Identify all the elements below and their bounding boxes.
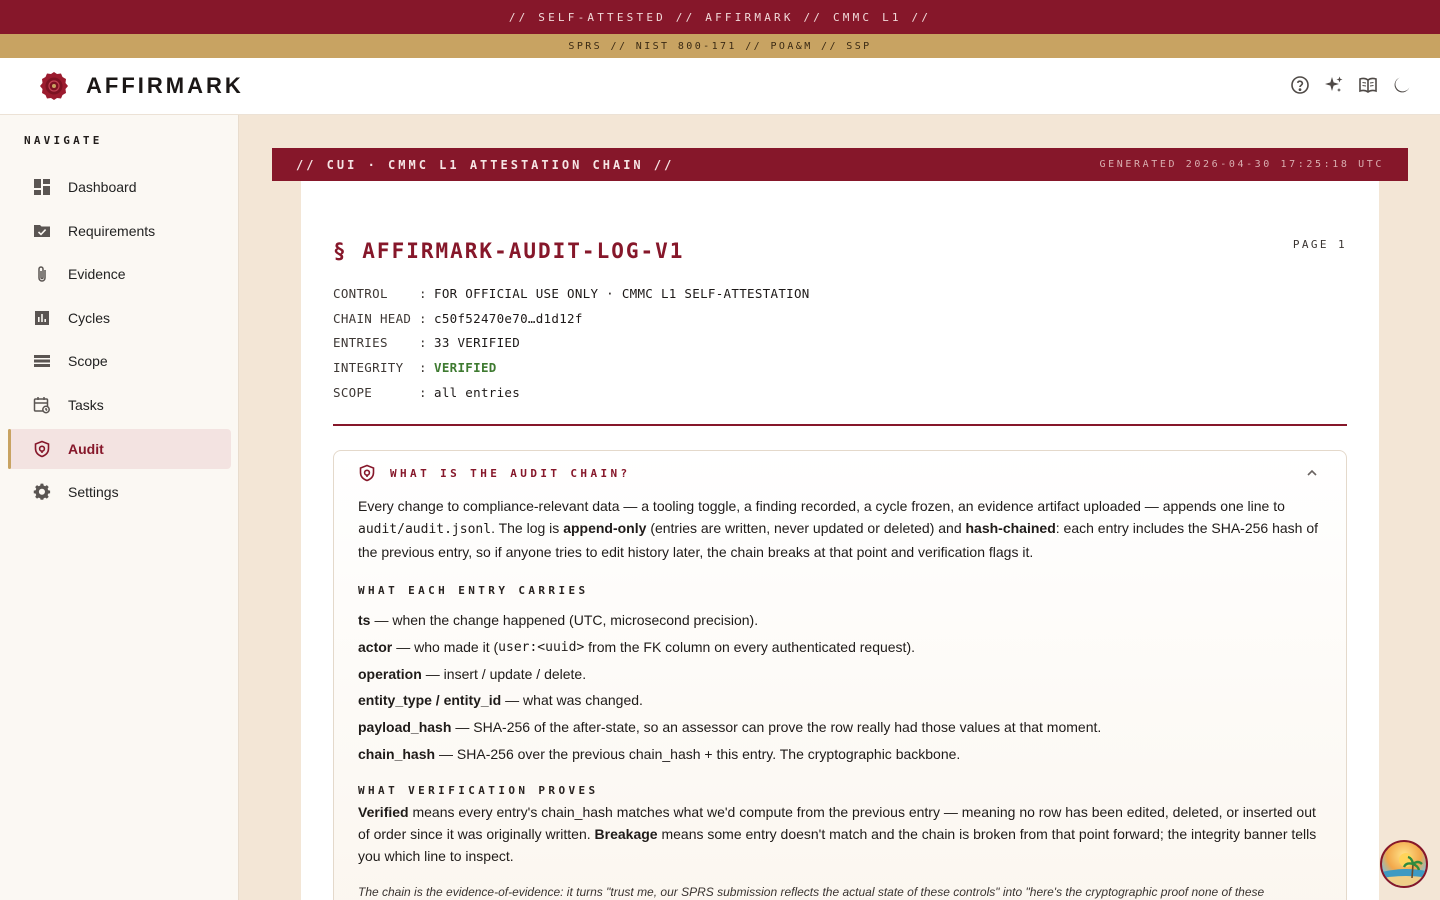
audit-chain-explainer — [333, 450, 1347, 900]
verification-text — [358, 801, 1326, 867]
meta-separator: : — [419, 285, 427, 301]
list-item — [358, 660, 1326, 687]
field-desc: — who made it ( — [396, 639, 499, 656]
list-icon — [32, 351, 52, 371]
explainer-header[interactable] — [358, 464, 631, 482]
app-header — [0, 58, 1440, 115]
brand[interactable] — [38, 70, 244, 102]
list-item — [358, 607, 1326, 634]
integrity-status: VERIFIED — [434, 359, 497, 375]
chart-icon — [32, 308, 52, 328]
meta-row-integrity — [333, 355, 810, 380]
field-term: ts — [358, 612, 371, 629]
field-term: chain_hash — [358, 745, 436, 762]
meta-separator: : — [419, 335, 427, 351]
sidebar-item-audit[interactable] — [8, 429, 231, 469]
field-term: actor — [358, 639, 393, 656]
sidebar — [0, 115, 239, 900]
sidebar-item-label: Scope — [68, 353, 108, 369]
sidebar-item-evidence[interactable] — [8, 254, 231, 294]
sidebar-item-dashboard[interactable] — [8, 167, 231, 207]
list-item — [358, 714, 1326, 741]
intro-text: (entries are written, never updated or deleted) and — [650, 520, 962, 536]
entry-fields-list — [358, 607, 1326, 767]
meta-row-scope — [333, 380, 810, 405]
chain-bar-title: // CUI · CMMC L1 ATTESTATION CHAIN // — [296, 157, 675, 172]
meta-value: FOR OFFICIAL USE ONLY · CMMC L1 SELF-ATTESTATION — [434, 285, 810, 301]
gear-icon — [32, 482, 52, 502]
audit-document — [301, 181, 1379, 900]
meta-separator: : — [419, 310, 427, 326]
sparkle-icon[interactable] — [1324, 75, 1344, 95]
field-desc: — SHA-256 over the previous chain_hash + this entry. The cryptographic backbone. — [439, 745, 961, 762]
entry-fields-title: WHAT EACH ENTRY CARRIES — [358, 584, 589, 597]
verification-title: WHAT VERIFICATION PROVES — [358, 784, 599, 797]
field-desc: — what was changed. — [505, 692, 643, 709]
sidebar-item-label: Settings — [68, 484, 119, 500]
dashboard-icon — [32, 177, 52, 197]
sidebar-item-label: Cycles — [68, 310, 111, 326]
verify-emphasis: Verified — [358, 804, 409, 820]
brand-name: AFFIRMARK — [86, 73, 244, 98]
assistant-avatar-button[interactable] — [1380, 840, 1428, 888]
header-actions — [1290, 75, 1412, 95]
meta-key: CHAIN HEAD — [333, 310, 412, 326]
sidebar-item-scope[interactable] — [8, 341, 231, 381]
meta-row-entries — [333, 330, 810, 355]
wax-seal-logo-icon — [38, 70, 70, 102]
field-desc: — SHA-256 of the after-state, so an assessor can prove the row really had those values at that moment. — [455, 719, 1102, 736]
intro-text: : each entry includes the SHA-256 hash of the previous entry, so if anyone tries to edit history later, the chain breaks at that point and verification flags it. — [358, 520, 1319, 560]
paperclip-icon — [32, 264, 52, 284]
meta-separator: : — [419, 384, 427, 400]
sidebar-item-settings[interactable] — [8, 472, 231, 512]
sidebar-item-label: Dashboard — [68, 179, 137, 195]
intro-text: . The log is — [491, 520, 560, 536]
meta-value: 33 VERIFIED — [434, 335, 521, 351]
sidebar-item-cycles[interactable] — [8, 298, 231, 338]
meta-row-chain-head — [333, 306, 810, 331]
sidebar-item-label: Requirements — [68, 223, 156, 239]
field-term: operation — [358, 665, 422, 682]
field-term: entity_type / entity_id — [358, 692, 502, 709]
list-item — [358, 634, 1326, 661]
meta-key: INTEGRITY — [333, 359, 404, 375]
meta-row-control — [333, 281, 810, 306]
moon-icon[interactable] — [1392, 75, 1412, 95]
beach-avatar-icon — [1382, 842, 1428, 888]
sidebar-item-requirements[interactable] — [8, 211, 231, 251]
explainer-intro — [358, 495, 1326, 563]
section-divider — [333, 424, 1347, 426]
framework-banner: SPRS // NIST 800-171 // POA&M // SSP — [0, 34, 1440, 58]
list-item — [358, 740, 1326, 767]
sidebar-item-tasks[interactable] — [8, 385, 231, 425]
meta-key: SCOPE — [333, 384, 373, 400]
list-item — [358, 687, 1326, 714]
verify-text: means some entry doesn't match and the chain is broken from that point forward; the integrity banner tells you which line to inspect. — [358, 826, 1317, 864]
checklist-icon — [32, 221, 52, 241]
explainer-footnote: The chain is the evidence-of-evidence: it turns "trust me, our SPRS submission reflects the actual state of these controls" into "here's the cryptographic proof none of these — [358, 885, 1265, 899]
meta-value: c50f52470e70…d1d12f — [434, 310, 583, 326]
nav-title: NAVIGATE — [24, 134, 103, 147]
field-desc: — insert / update / delete. — [425, 665, 587, 682]
intro-emphasis: append-only — [563, 520, 647, 536]
field-desc: — when the change happened (UTC, microsecond precision). — [374, 612, 759, 629]
shield-icon — [358, 464, 376, 482]
meta-separator: : — [419, 359, 427, 375]
shield-icon — [32, 439, 52, 459]
page-number: PAGE 1 — [1292, 238, 1347, 251]
audit-file-path: audit/audit.jsonl — [358, 522, 492, 537]
verify-emphasis: Breakage — [594, 826, 658, 842]
field-desc: from the FK column on every authenticated request). — [588, 639, 915, 656]
generated-timestamp: GENERATED 2026-04-30 17:25:18 UTC — [1099, 159, 1384, 170]
meta-key: CONTROL — [333, 285, 388, 301]
help-icon[interactable] — [1290, 75, 1310, 95]
document-metadata — [333, 281, 810, 404]
classification-banner: // SELF-ATTESTED // AFFIRMARK // CMMC L1 // — [0, 0, 1440, 34]
verify-text: means every entry's chain_hash matches what we'd compute from the previous entry — meaning no row has been edited, deleted, or inserted out of order since it was originally written. — [358, 804, 1316, 842]
sidebar-item-label: Audit — [68, 441, 104, 457]
sidebar-item-label: Evidence — [68, 266, 126, 282]
intro-text: Every change to compliance-relevant data — a tooling toggle, a finding recorded, a cycle frozen, an evidence artifact uploaded — appends one line to — [358, 498, 1285, 514]
intro-emphasis: hash-chained — [965, 520, 1056, 536]
explainer-title: WHAT IS THE AUDIT CHAIN? — [390, 466, 631, 480]
meta-value: all entries — [434, 384, 521, 400]
sidebar-item-label: Tasks — [68, 397, 104, 413]
calendar-icon — [32, 395, 52, 415]
meta-key: ENTRIES — [333, 335, 388, 351]
page-title: § AFFIRMARK-AUDIT-LOG-V1 — [333, 239, 685, 263]
field-term: payload_hash — [358, 719, 452, 736]
chevron-up-icon[interactable] — [1304, 465, 1320, 481]
chain-header-bar — [272, 148, 1408, 181]
field-code: user:<uuid> — [498, 639, 585, 655]
book-icon[interactable] — [1358, 75, 1378, 95]
